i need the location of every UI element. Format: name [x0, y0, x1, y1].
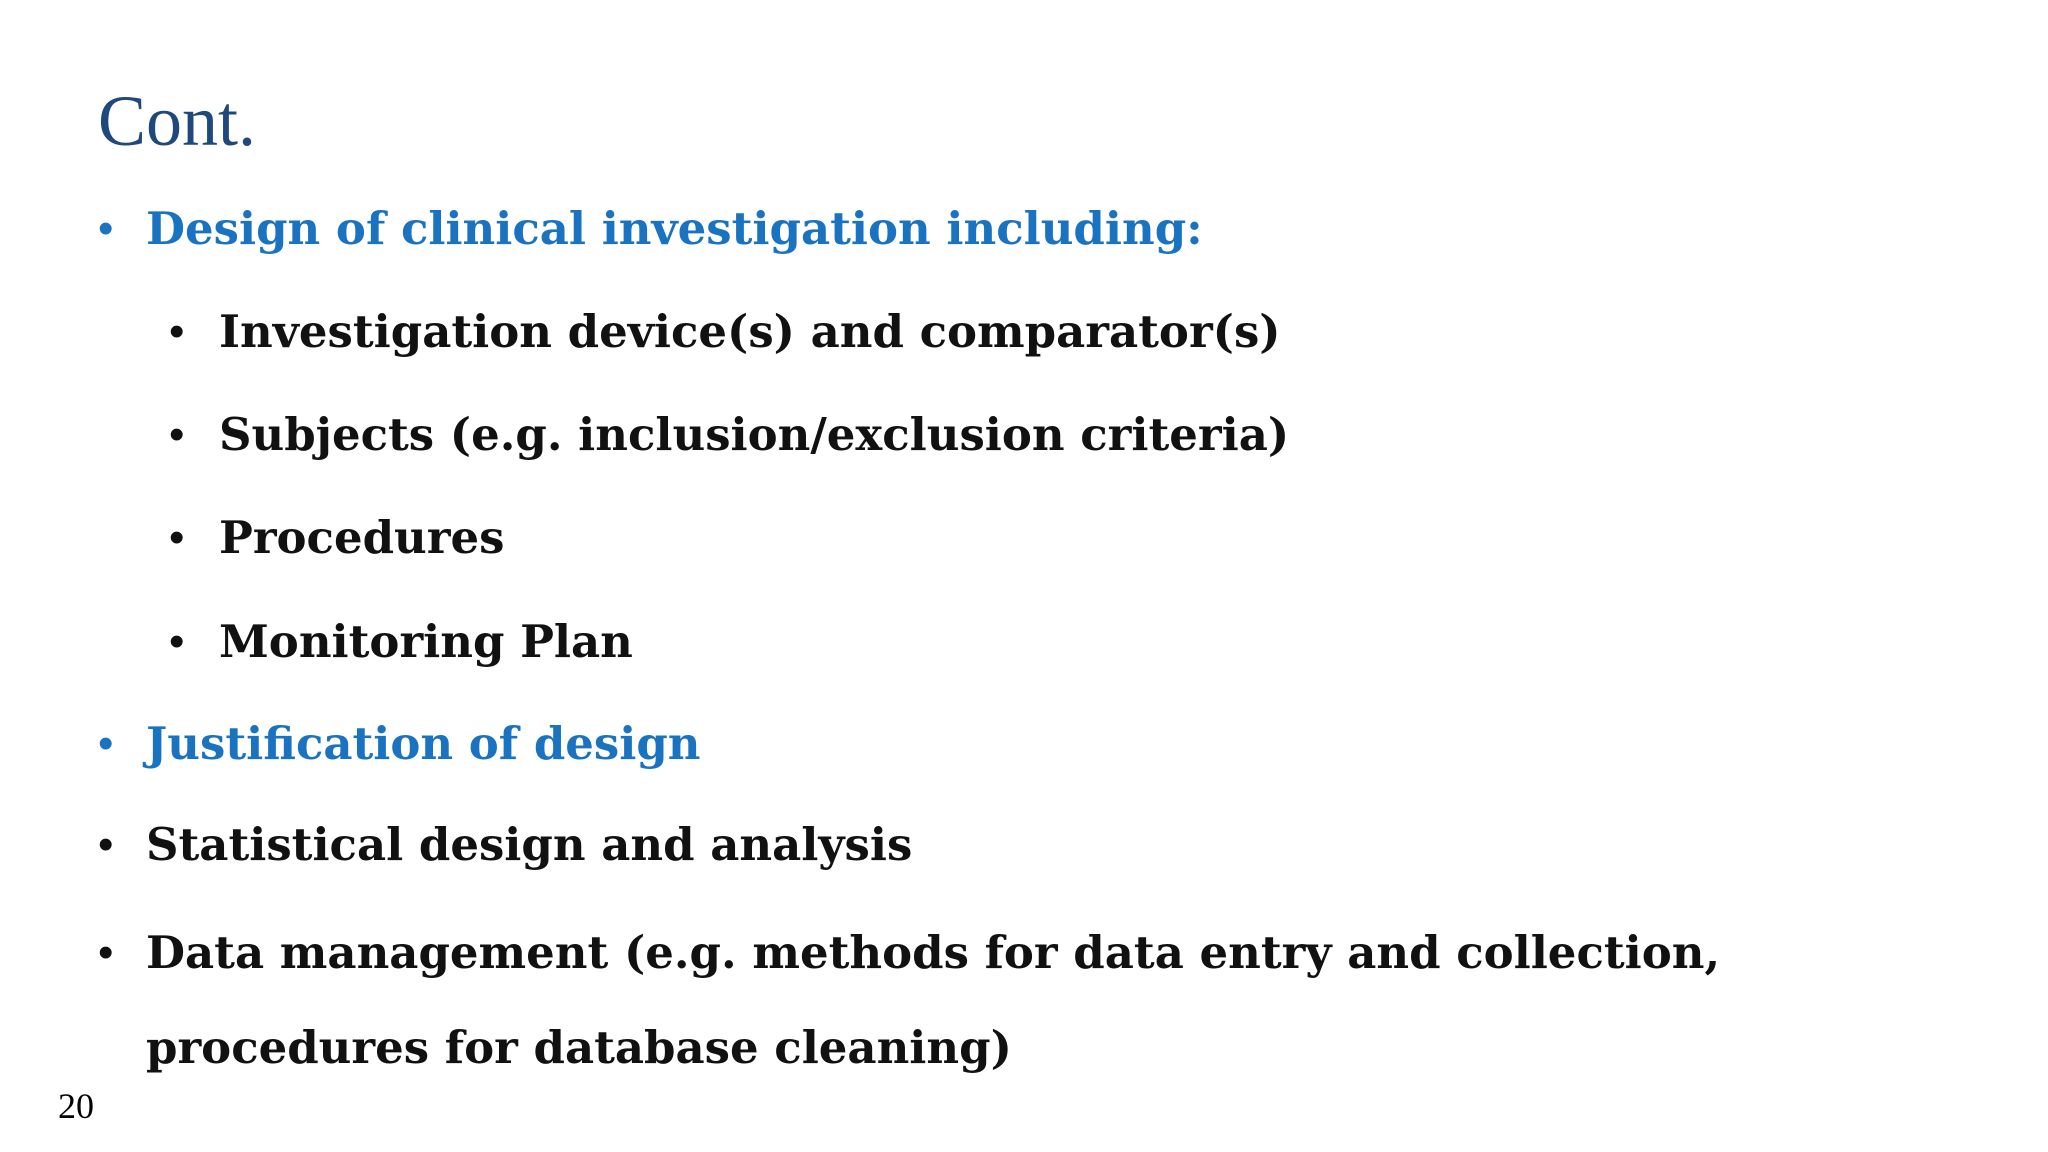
bullet-text: Data management (e.g. methods for data entry and collection, procedures for database cleaning) — [146, 926, 1721, 1074]
bullet-justification-of-design — [98, 714, 701, 774]
sub-bullet-procedures — [169, 508, 505, 568]
bullet-text: Statistical design and analysis — [146, 818, 913, 871]
sub-bullet-subjects — [169, 405, 1290, 465]
bullet-text: Procedures — [219, 511, 505, 564]
sub-bullet-investigation-devices — [169, 302, 1281, 362]
sub-bullet-monitoring-plan — [169, 612, 633, 672]
bullet-icon: • — [169, 617, 185, 666]
bullet-icon: • — [169, 307, 185, 356]
slide-number: 20 — [58, 1086, 94, 1126]
bullet-icon: • — [98, 719, 114, 768]
bullet-text: Justification of design — [146, 717, 701, 770]
bullet-data-management — [98, 905, 1906, 1095]
bullet-text: Monitoring Plan — [219, 615, 633, 668]
bullet-icon: • — [98, 204, 114, 253]
bullet-icon: • — [98, 928, 114, 977]
bullet-icon: • — [169, 410, 185, 459]
bullet-icon: • — [169, 513, 185, 562]
bullet-design-of-clinical-investigation — [98, 199, 1203, 259]
bullet-text: Design of clinical investigation including: — [146, 202, 1203, 255]
bullet-text: Subjects (e.g. inclusion/exclusion criteria) — [219, 408, 1290, 461]
slide-title: Cont. — [98, 81, 257, 161]
bullet-icon: • — [98, 820, 114, 869]
bullet-statistical-design — [98, 815, 913, 875]
bullet-text: Investigation device(s) and comparator(s) — [219, 305, 1281, 358]
